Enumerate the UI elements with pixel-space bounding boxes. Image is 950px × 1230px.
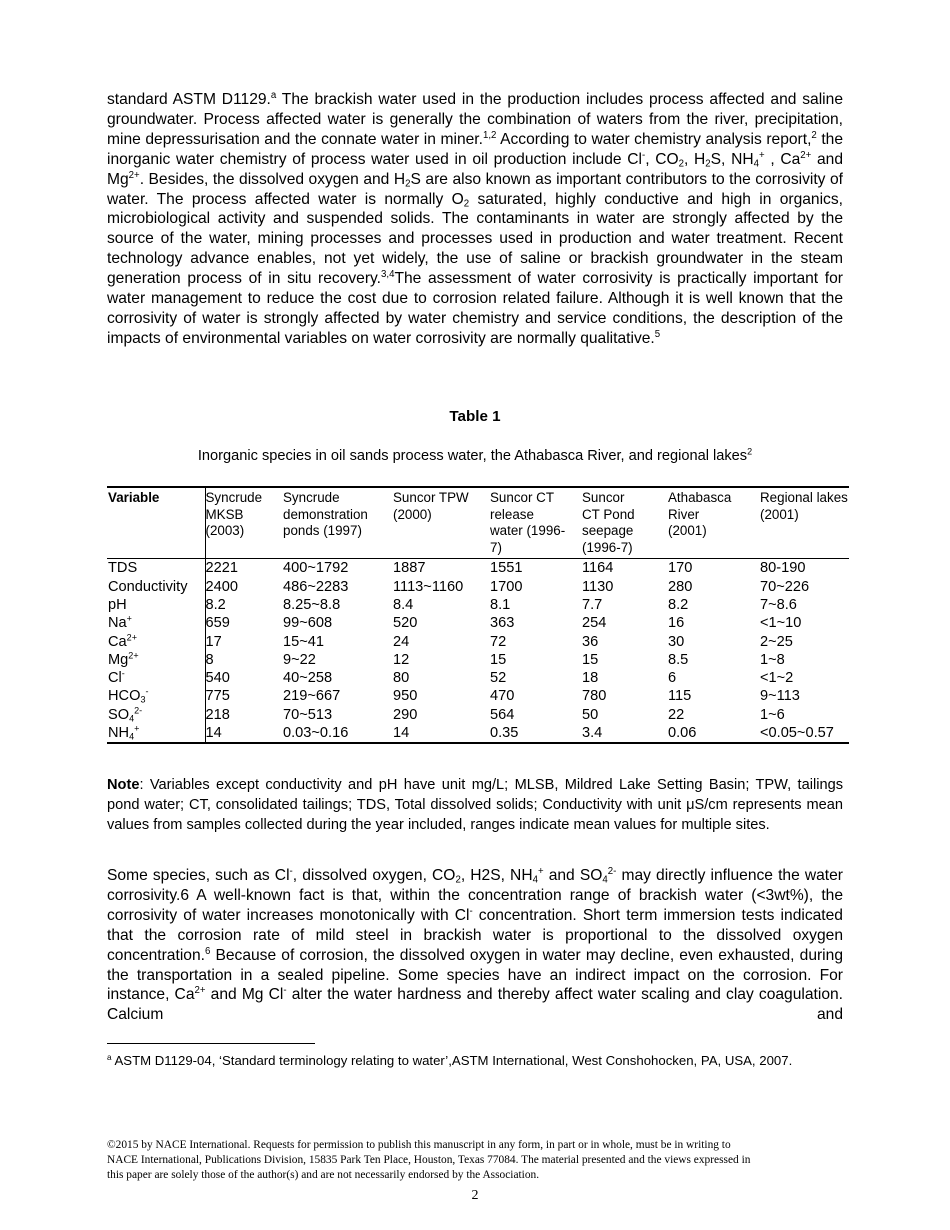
table-row — [107, 687, 849, 705]
variable-cell — [107, 651, 205, 669]
copyright-line: ©2015 by NACE International. Requests for permission to publish this manuscript in any form, in part or in whole, must be in writing to — [107, 1139, 731, 1151]
header-text: Suncor CT Pond seepage (1996-7) — [582, 490, 635, 555]
variable-name: SO — [108, 706, 130, 723]
variable-name: Cl — [108, 670, 122, 687]
variable-cell — [107, 687, 205, 705]
value-cell: 0.03~0.16 — [283, 724, 393, 743]
value-cell: 40~258 — [283, 670, 333, 687]
header-text: Suncor CT release water (1996-7) — [490, 490, 566, 555]
value-cell: 9~113 — [760, 688, 800, 705]
value-cell: 7~8.6 — [760, 596, 797, 613]
value-cell: 520 — [393, 615, 418, 632]
value-cell: 775 — [205, 688, 230, 705]
note-label: Note — [107, 776, 140, 793]
value-cell: 218 — [205, 706, 230, 723]
value-cell: 14 — [205, 724, 283, 743]
text-run: , H — [683, 150, 706, 168]
subscript: 4 — [602, 874, 608, 886]
footnote-marker: a — [107, 1052, 112, 1062]
value-cell: 3.4 — [582, 724, 668, 743]
value-cell: 30 — [668, 633, 685, 650]
column-header — [760, 487, 849, 559]
column-header: Variable — [107, 487, 205, 559]
value-cell: 659 — [205, 615, 230, 632]
value-cell: 8.2 — [205, 596, 226, 613]
subscript: 4 — [129, 713, 135, 723]
header-text: Syncrude MKSB (2003) — [205, 490, 263, 539]
superscript: 2+ — [126, 631, 137, 642]
superscript: + — [134, 723, 140, 734]
value-cell: 50 — [582, 706, 599, 723]
data-table — [107, 486, 849, 744]
text-run: . Besides, the dissolved oxygen and H — [139, 170, 406, 188]
value-cell: 18 — [582, 670, 599, 687]
value-cell: 1~6 — [760, 706, 785, 723]
header-text: Regional lakes (2001) — [760, 490, 848, 522]
copyright-notice — [107, 1138, 807, 1183]
header-text: Syncrude demonstration ponds (1997) — [283, 490, 368, 539]
column-header — [668, 487, 760, 559]
value-cell: 8 — [205, 651, 214, 668]
table-row — [107, 614, 849, 632]
value-cell: 1~8 — [760, 651, 785, 668]
citation-ref: 5 — [654, 328, 661, 340]
value-cell: 0.06 — [668, 724, 760, 743]
variable-cell — [107, 633, 205, 651]
text-run: may directly influence the water corrosivity.6 A well-known fact is that, within the concentration range of brackish water (<3wt%), the corrosivity of water increases monotonically with Cl — [107, 867, 843, 924]
text-run: standard ASTM D1129. — [107, 91, 271, 108]
table-row — [107, 669, 849, 687]
value-cell: 99~608 — [283, 615, 333, 632]
column-header — [283, 487, 393, 559]
table-body — [107, 559, 849, 743]
citation-ref: 2 — [747, 446, 753, 457]
citation-ref: 3,4 — [381, 269, 395, 281]
variable-name: pH — [108, 596, 127, 613]
text-run: Because of corrosion, the dissolved oxygen in water may decline, even exhausted, during the transportation in a sealed pipeline. Some species have an indirect impact on the corrosion. For instance, Ca — [107, 946, 843, 1004]
copyright-line: NACE International, Publications Division, 15835 Park Ten Place, Houston, Texas 77084. The material presented and the views expressed in — [107, 1154, 751, 1166]
subscript: 2 — [705, 158, 711, 170]
table-row — [107, 633, 849, 651]
footnote-text: ASTM D1129-04, ‘Standard terminology relating to water’,ASTM International, West Conshohocken, PA, USA, 2007. — [111, 1053, 793, 1068]
value-cell: 170 — [668, 560, 693, 577]
value-cell: <1~10 — [760, 615, 802, 632]
table-row — [107, 706, 849, 724]
value-cell: 70~513 — [283, 706, 333, 723]
text-run: , Ca — [764, 150, 801, 168]
value-cell: 280 — [668, 578, 693, 595]
text-run: , H2S, NH — [460, 867, 533, 884]
copyright-line: this paper are solely those of the author(s) and are not necessarily endorsed by the Association. — [107, 1169, 540, 1181]
table-caption — [107, 448, 843, 464]
value-cell: 950 — [393, 688, 418, 705]
value-cell: 7.7 — [582, 596, 603, 613]
header-text: Suncor TPW (2000) — [393, 490, 469, 522]
footnote — [107, 1052, 843, 1070]
subscript: 2 — [678, 158, 684, 170]
superscript: 2- — [134, 705, 143, 716]
value-cell: 219~667 — [283, 688, 341, 705]
table-row — [107, 578, 849, 596]
value-cell: 363 — [490, 615, 515, 632]
variable-cell — [107, 578, 205, 596]
subscript: 4 — [753, 158, 759, 170]
superscript: + — [758, 149, 765, 161]
value-cell: 70~226 — [760, 578, 810, 595]
value-cell: 290 — [393, 706, 418, 723]
value-cell: 254 — [582, 615, 607, 632]
subscript: 2 — [405, 178, 411, 190]
text-run: The brackish water used in the production includes process affected and saline groundwater. Process affected water is generally the combination of waters from the river, precipitation, mine depressurisation and the connate water in miner. — [107, 91, 843, 148]
value-cell: 8.5 — [668, 651, 689, 668]
column-header — [582, 487, 668, 559]
value-cell: 540 — [205, 670, 230, 687]
citation-ref: 2 — [811, 129, 817, 141]
superscript: - — [145, 686, 149, 697]
value-cell: <0.05~0.57 — [760, 724, 849, 743]
value-cell: 8.25~8.8 — [283, 596, 341, 613]
text-run: concentration. Short term immersion tests indicated that the corrosion rate of mild steel in brackish water is proportional to the dissolved oxygen concentration. — [107, 906, 843, 964]
variable-cell — [107, 706, 205, 724]
superscript: 2+ — [128, 650, 139, 661]
value-cell: 6 — [668, 670, 677, 687]
variable-cell — [107, 724, 205, 743]
value-cell: 1551 — [490, 560, 523, 577]
subscript: 3 — [140, 694, 146, 705]
variable-cell — [107, 596, 205, 614]
body-paragraph-1 — [107, 90, 843, 349]
text-run: , CO — [645, 150, 679, 168]
text-run: S are also known as important contributors to the corrosivity of water. The process affected water is normally O — [107, 170, 843, 208]
value-cell: 72 — [490, 633, 507, 650]
body-paragraph-2 — [107, 866, 843, 1025]
text-run: saturated, highly conductive and high in organics, microbiological activity and suspended solids. The contaminants in water are strongly affected by the source of the water, mining processes and processes used in production and water treatment. Recent technology advance enables, not yet widely, the use of saline or brackish groundwater in the steam generation process of in situ recovery. — [107, 190, 843, 288]
column-header — [393, 487, 490, 559]
value-cell: 52 — [490, 670, 507, 687]
column-header — [490, 487, 582, 559]
table-note — [107, 775, 843, 835]
value-cell: 564 — [490, 706, 515, 723]
footnote-ref: a — [270, 90, 277, 102]
header-text: Athabasca River (2001) — [668, 490, 732, 539]
column-header — [205, 487, 283, 559]
table-row — [107, 596, 849, 614]
table-title: Table 1 — [449, 408, 501, 425]
variable-cell — [107, 559, 205, 578]
superscript: 2- — [607, 866, 617, 878]
value-cell: <1~2 — [760, 670, 794, 687]
text-run: and SO — [543, 867, 603, 884]
text-run: The assessment of water corrosivity is practically important for water management to reduce the cost due to corrosion related failure. Although it is well known that the corrosivity of water is strongly affected by water chemistry and service conditions, the description of the impacts of environmental variables on water corrosivity are normally qualitative. — [107, 270, 843, 347]
value-cell: 1130 — [582, 578, 614, 595]
table-header-row — [107, 487, 849, 559]
citation-ref: 6 — [204, 945, 211, 957]
value-cell: 12 — [393, 651, 410, 668]
value-cell: 1887 — [393, 560, 426, 577]
text-run: , dissolved oxygen, CO — [292, 867, 456, 884]
value-cell: 8.1 — [490, 596, 511, 613]
superscript: 2+ — [194, 985, 206, 997]
value-cell: 8.2 — [668, 596, 689, 613]
superscript: - — [641, 149, 646, 161]
superscript: + — [126, 613, 132, 624]
variable-name: TDS — [108, 560, 138, 577]
value-cell: 470 — [490, 688, 515, 705]
value-cell: 15~41 — [283, 633, 324, 650]
value-cell: 1113~1160 — [393, 578, 464, 595]
variable-name: Na — [108, 615, 127, 632]
variable-cell — [107, 614, 205, 632]
superscript: 2+ — [128, 169, 140, 181]
caption-text: Inorganic species in oil sands process water, the Athabasca River, and regional lakes — [197, 448, 748, 464]
footnote-divider — [107, 1043, 315, 1044]
superscript: 2+ — [800, 149, 812, 161]
subscript: 2 — [463, 197, 470, 209]
superscript: - — [289, 866, 293, 878]
value-cell: 22 — [668, 706, 685, 723]
variable-name: Mg — [108, 651, 129, 668]
value-cell: 17 — [205, 633, 222, 650]
subscript: 4 — [532, 874, 538, 886]
variable-name: HCO — [108, 688, 141, 705]
text-run: S, NH — [710, 150, 754, 168]
text-run: According to water chemistry analysis report, — [496, 130, 812, 148]
value-cell: 8.4 — [393, 596, 414, 613]
table-row — [107, 559, 849, 578]
superscript: + — [537, 866, 544, 878]
text-run: and Mg — [107, 150, 844, 188]
value-cell: 1700 — [490, 578, 523, 595]
variable-name: Ca — [108, 633, 127, 650]
value-cell: 14 — [393, 724, 490, 743]
citation-ref: 1,2 — [482, 129, 497, 141]
value-cell: 0.35 — [490, 724, 582, 743]
variable-name: NH — [108, 725, 130, 742]
text-run: alter the water hardness and thereby affect water scaling and clay coagulation. Calcium and — [107, 986, 844, 1024]
value-cell: 9~22 — [283, 651, 316, 668]
note-text: : Variables except conductivity and pH have unit mg/L; MLSB, Mildred Lake Setting Basin; TPW, tailings pond water; CT, consolidated tailings; TDS, Total dissolved solids; Conductivity with unit μS/cm represents mean values from samples collected during the year included, ranges indicate mean values for multiple sites. — [107, 776, 843, 833]
value-cell: 1164 — [582, 560, 614, 577]
value-cell: 2400 — [205, 578, 238, 595]
value-cell: 36 — [582, 633, 599, 650]
value-cell: 115 — [668, 688, 692, 705]
superscript: - — [121, 668, 125, 679]
text-run: the inorganic water chemistry of process water used in oil production include Cl — [107, 130, 844, 168]
value-cell: 15 — [490, 651, 507, 668]
value-cell: 780 — [582, 688, 607, 705]
value-cell: 486~2283 — [283, 578, 349, 595]
table-row — [107, 724, 849, 743]
value-cell: 15 — [582, 651, 599, 668]
value-cell: 80-190 — [760, 560, 806, 577]
value-cell: 400~1792 — [283, 560, 349, 577]
value-cell: 16 — [668, 615, 685, 632]
subscript: 2 — [455, 874, 461, 886]
value-cell: 2221 — [205, 560, 238, 577]
superscript: - — [283, 985, 287, 997]
variable-cell — [107, 669, 205, 687]
variable-name: Conductivity — [108, 578, 188, 595]
page-number: 2 — [471, 1188, 479, 1203]
text-run: Some species, such as Cl — [107, 867, 290, 884]
superscript: - — [469, 905, 473, 917]
subscript: 4 — [129, 731, 135, 742]
value-cell: 80 — [393, 670, 410, 687]
value-cell: 2~25 — [760, 633, 793, 650]
value-cell: 24 — [393, 633, 410, 650]
text-run: and Mg Cl — [205, 986, 284, 1004]
table-row — [107, 651, 849, 669]
